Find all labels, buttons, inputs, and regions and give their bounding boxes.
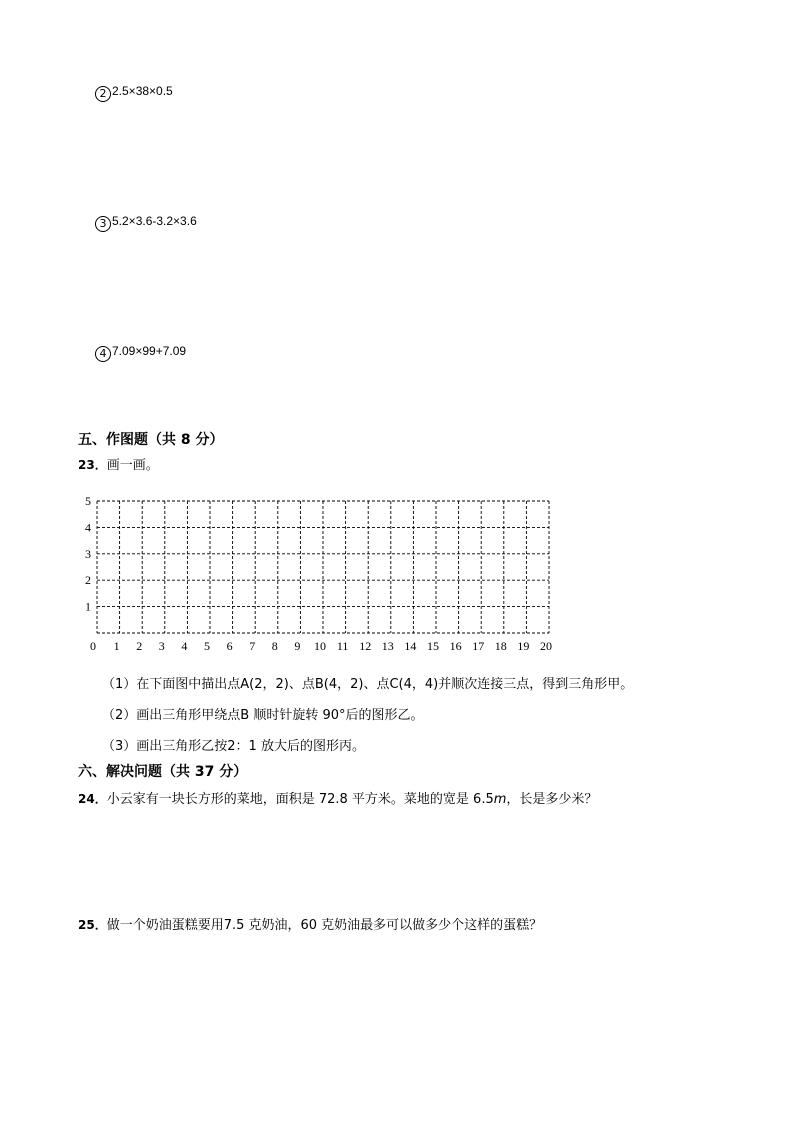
x-axis-label: 0	[90, 639, 96, 653]
x-axis-label: 4	[181, 639, 188, 653]
sub-question-2: （2）画出三角形甲绕点B 顺时针旋转 90°后的图形乙。	[102, 708, 424, 723]
question-text-end: ，长是多少米？	[506, 792, 598, 807]
x-axis-label: 1	[113, 639, 120, 653]
question-text: 画一画。	[106, 458, 159, 473]
calc-item-2	[95, 83, 173, 102]
x-axis-label: 7	[249, 639, 256, 653]
x-axis-label: 10	[314, 639, 326, 653]
question-text: 小云家有一块长方形的菜地，面积是 72.8 平方米。菜地的宽是 6.5	[106, 792, 494, 807]
unit-label: m	[493, 792, 507, 807]
x-axis-label: 13	[381, 639, 394, 653]
question-number: 24．	[78, 792, 107, 806]
x-axis-label: 8	[271, 639, 278, 653]
y-axis-label: 5	[85, 494, 91, 508]
expression: 7.09×99+7.09	[112, 344, 187, 358]
y-axis-label: 3	[85, 546, 91, 561]
x-axis-label: 19	[517, 639, 530, 653]
sub-question-3: （3）画出三角形乙按2：1 放大后的图形丙。	[102, 739, 365, 754]
x-axis-label: 15	[427, 639, 439, 653]
question-23	[78, 457, 159, 474]
y-axis-label: 2	[85, 573, 91, 588]
expression: 2.5×38×0.5	[112, 84, 173, 98]
x-axis-label: 12	[359, 639, 372, 653]
section-5-heading: 五、作图题（共 8 分）	[78, 432, 224, 448]
circled-number: 2	[95, 86, 111, 102]
y-axis-label: 1	[85, 599, 91, 614]
x-axis-label: 9	[294, 639, 301, 653]
x-axis-label: 2	[136, 639, 143, 653]
y-axis-label: 4	[85, 520, 91, 535]
circled-number: 3	[95, 216, 111, 232]
x-axis-label: 14	[404, 639, 417, 653]
question-number: 25．	[78, 918, 107, 932]
calc-item-3	[95, 213, 197, 232]
x-axis-label: 16	[449, 639, 462, 653]
question-25	[78, 917, 542, 934]
coordinate-grid	[78, 494, 568, 660]
expression: 5.2×3.6-3.2×3.6	[112, 214, 197, 228]
x-axis-label: 18	[494, 639, 507, 653]
question-24	[78, 791, 597, 808]
x-axis-label: 3	[158, 639, 165, 653]
circled-number: 4	[95, 346, 111, 362]
calc-item-4	[95, 343, 186, 362]
x-axis-label: 11	[336, 639, 349, 653]
sub-question-1: （1）在下面图中描出点A(2，2)、点B(4，2)、点C(4，4)并顺次连接三点，得到三角形甲。	[102, 677, 634, 692]
question-number: 23．	[78, 458, 107, 472]
x-axis-label: 5	[204, 639, 210, 653]
question-text: 做一个奶油蛋糕要用7.5 克奶油，60 克奶油最多可以做多少个这样的蛋糕？	[106, 918, 543, 933]
grid-svg	[78, 494, 568, 656]
x-axis-label: 6	[226, 639, 233, 653]
section-6-heading: 六、解决问题（共 37 分）	[78, 764, 248, 780]
x-axis-label: 17	[472, 639, 485, 653]
x-axis-label: 20	[540, 639, 552, 653]
